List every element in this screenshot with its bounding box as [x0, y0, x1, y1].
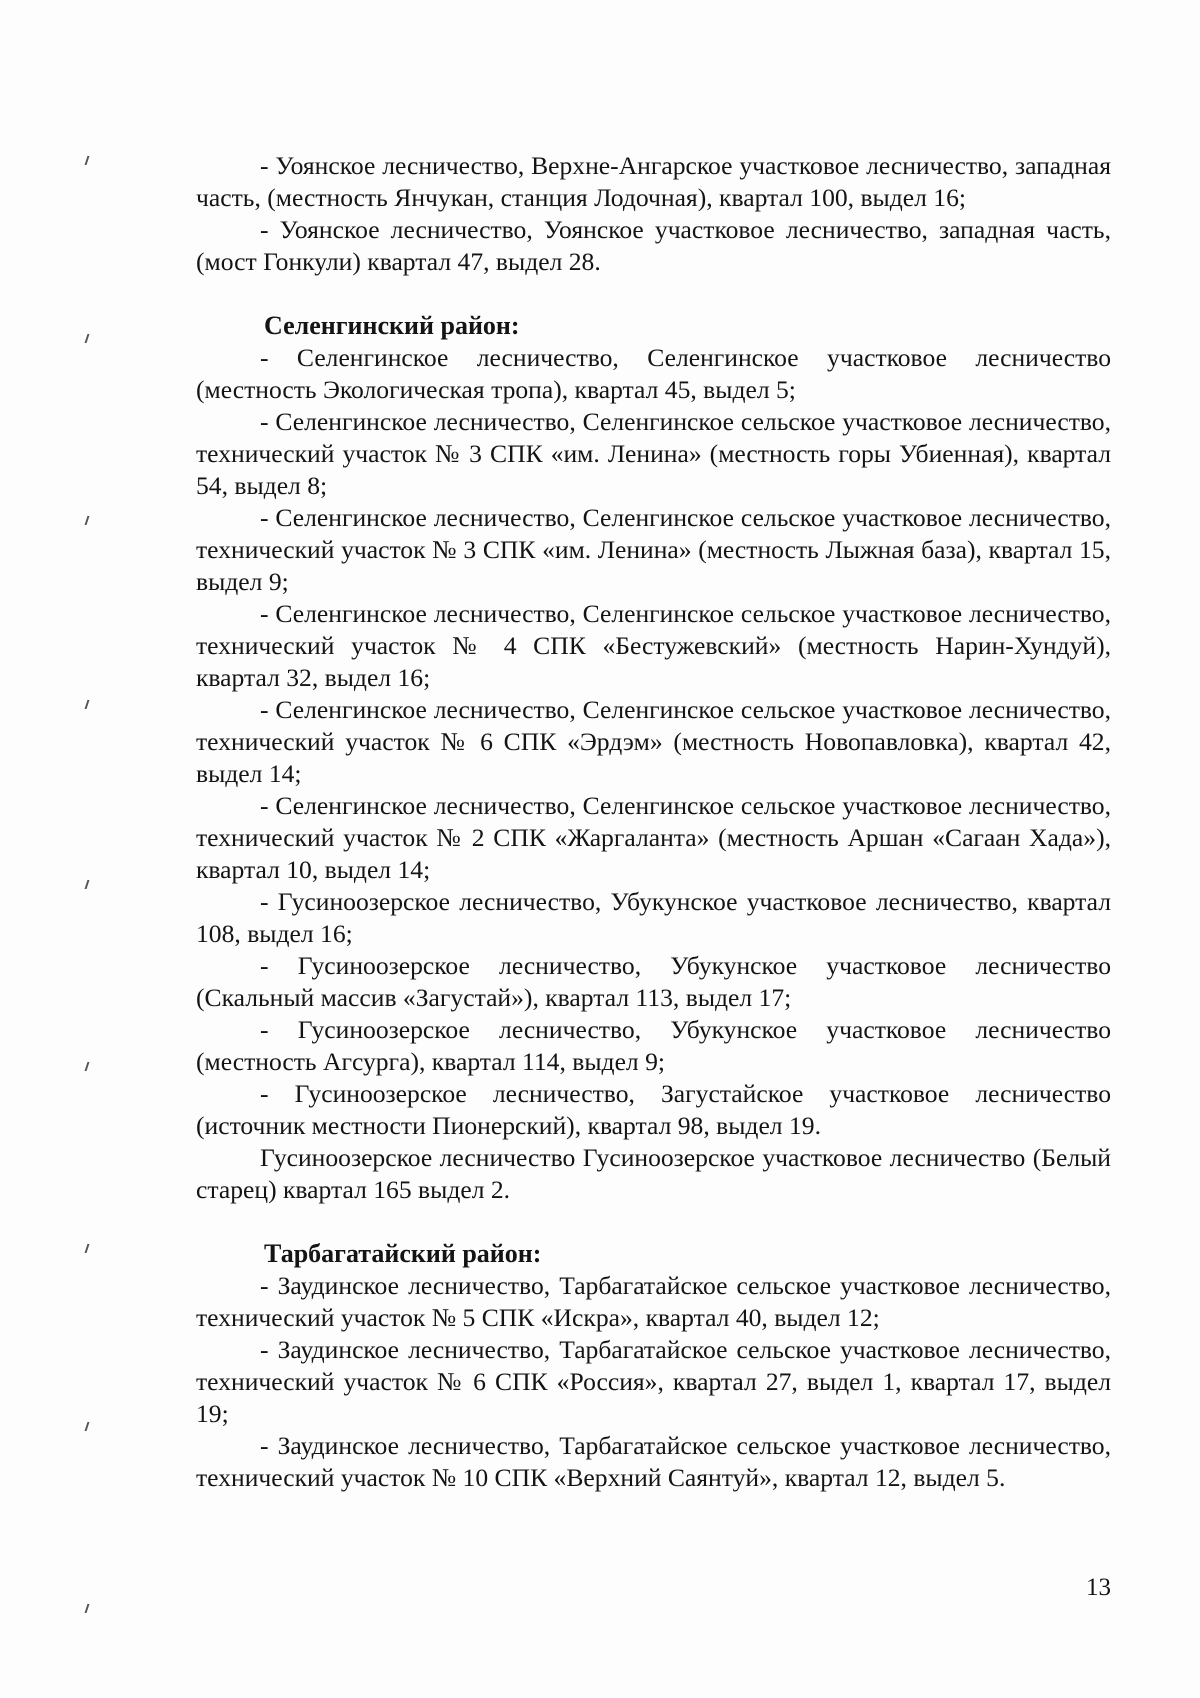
paragraph: - Селенгинское лесничество, Селенгинское сельское участковое лесничество, технический участок № 3 СПК «им. Ленина» (местность горы Убиенная), квартал 54, выдел 8; [196, 407, 1111, 500]
paragraph: Гусиноозерское лесничество Гусиноозерское участковое лесничество (Белый старец) квартал 165 выдел 2. [196, 1143, 1111, 1204]
scan-artifact [85, 1062, 90, 1071]
scan-artifact [85, 334, 90, 343]
paragraph: - Уоянское лесничество, Уоянское участковое лесничество, западная часть, (мост Гонкули) квартал 47, выдел 28. [196, 215, 1111, 276]
paragraph: - Уоянское лесничество, Верхне-Ангарское участковое лесничество, западная часть, (местность Янчукан, станция Лодочная), квартал 100, выдел 16; [196, 151, 1111, 212]
paragraph: - Селенгинское лесничество, Селенгинское сельское участковое лесничество, технический участок № 2 СПК «Жаргаланта» (местность Аршан «Сагаан Хада»), квартал 10, выдел 14; [196, 791, 1111, 884]
document-body [196, 150, 1111, 1494]
section-heading-tarbagatai: Тарбагатайский район: [264, 1239, 542, 1268]
spacer [196, 278, 1111, 310]
paragraph: - Селенгинское лесничество, Селенгинское сельское участковое лесничество, технический участок № 6 СПК «Эрдэм» (местность Новопавловка), квартал 42, выдел 14; [196, 695, 1111, 788]
scan-artifact [85, 516, 90, 525]
paragraph: - Селенгинское лесничество, Селенгинское сельское участковое лесничество, технический участок № 3 СПК «им. Ленина» (местность Лыжная база), квартал 15, выдел 9; [196, 503, 1111, 596]
scan-artifact [85, 156, 90, 165]
scan-artifact [85, 1422, 90, 1431]
scan-artifact [85, 700, 90, 709]
page-number: 13 [1086, 1574, 1111, 1601]
paragraph: - Гусиноозерское лесничество, Убукунское участковое лесничество (Скальный массив «Загустай»), квартал 113, выдел 17; [196, 951, 1111, 1012]
paragraph: - Селенгинское лесничество, Селенгинское сельское участковое лесничество, технический участок № 4 СПК «Бестужевский» (местность Нарин-Хундуй), квартал 32, выдел 16; [196, 599, 1111, 692]
paragraph: - Гусиноозерское лесничество, Убукунское участковое лесничество, квартал 108, выдел 16; [196, 887, 1111, 948]
paragraph: - Селенгинское лесничество, Селенгинское участковое лесничество (местность Экологическая тропа), квартал 45, выдел 5; [196, 343, 1111, 404]
scan-artifact [85, 1604, 90, 1613]
paragraph: - Гусиноозерское лесничество, Убукунское участковое лесничество (местность Агсурга), квартал 114, выдел 9; [196, 1015, 1111, 1076]
section-heading-selenga: Селенгинский район: [264, 311, 520, 340]
paragraph: - Заудинское лесничество, Тарбагатайское сельское участковое лесничество, технический участок № 10 СПК «Верхний Саянтуй», квартал 12, выдел 5. [196, 1431, 1111, 1492]
paragraph: - Заудинское лесничество, Тарбагатайское сельское участковое лесничество, технический участок № 5 СПК «Искра», квартал 40, выдел 12; [196, 1271, 1111, 1332]
scan-artifact [85, 880, 90, 889]
spacer [196, 1206, 1111, 1238]
paragraph: - Гусиноозерское лесничество, Загустайское участковое лесничество (источник местности Пионерский), квартал 98, выдел 19. [196, 1079, 1111, 1140]
paragraph: - Заудинское лесничество, Тарбагатайское сельское участковое лесничество, технический участок № 6 СПК «Россия», квартал 27, выдел 1, квартал 17, выдел 19; [196, 1335, 1111, 1428]
scan-artifact [85, 1244, 90, 1253]
